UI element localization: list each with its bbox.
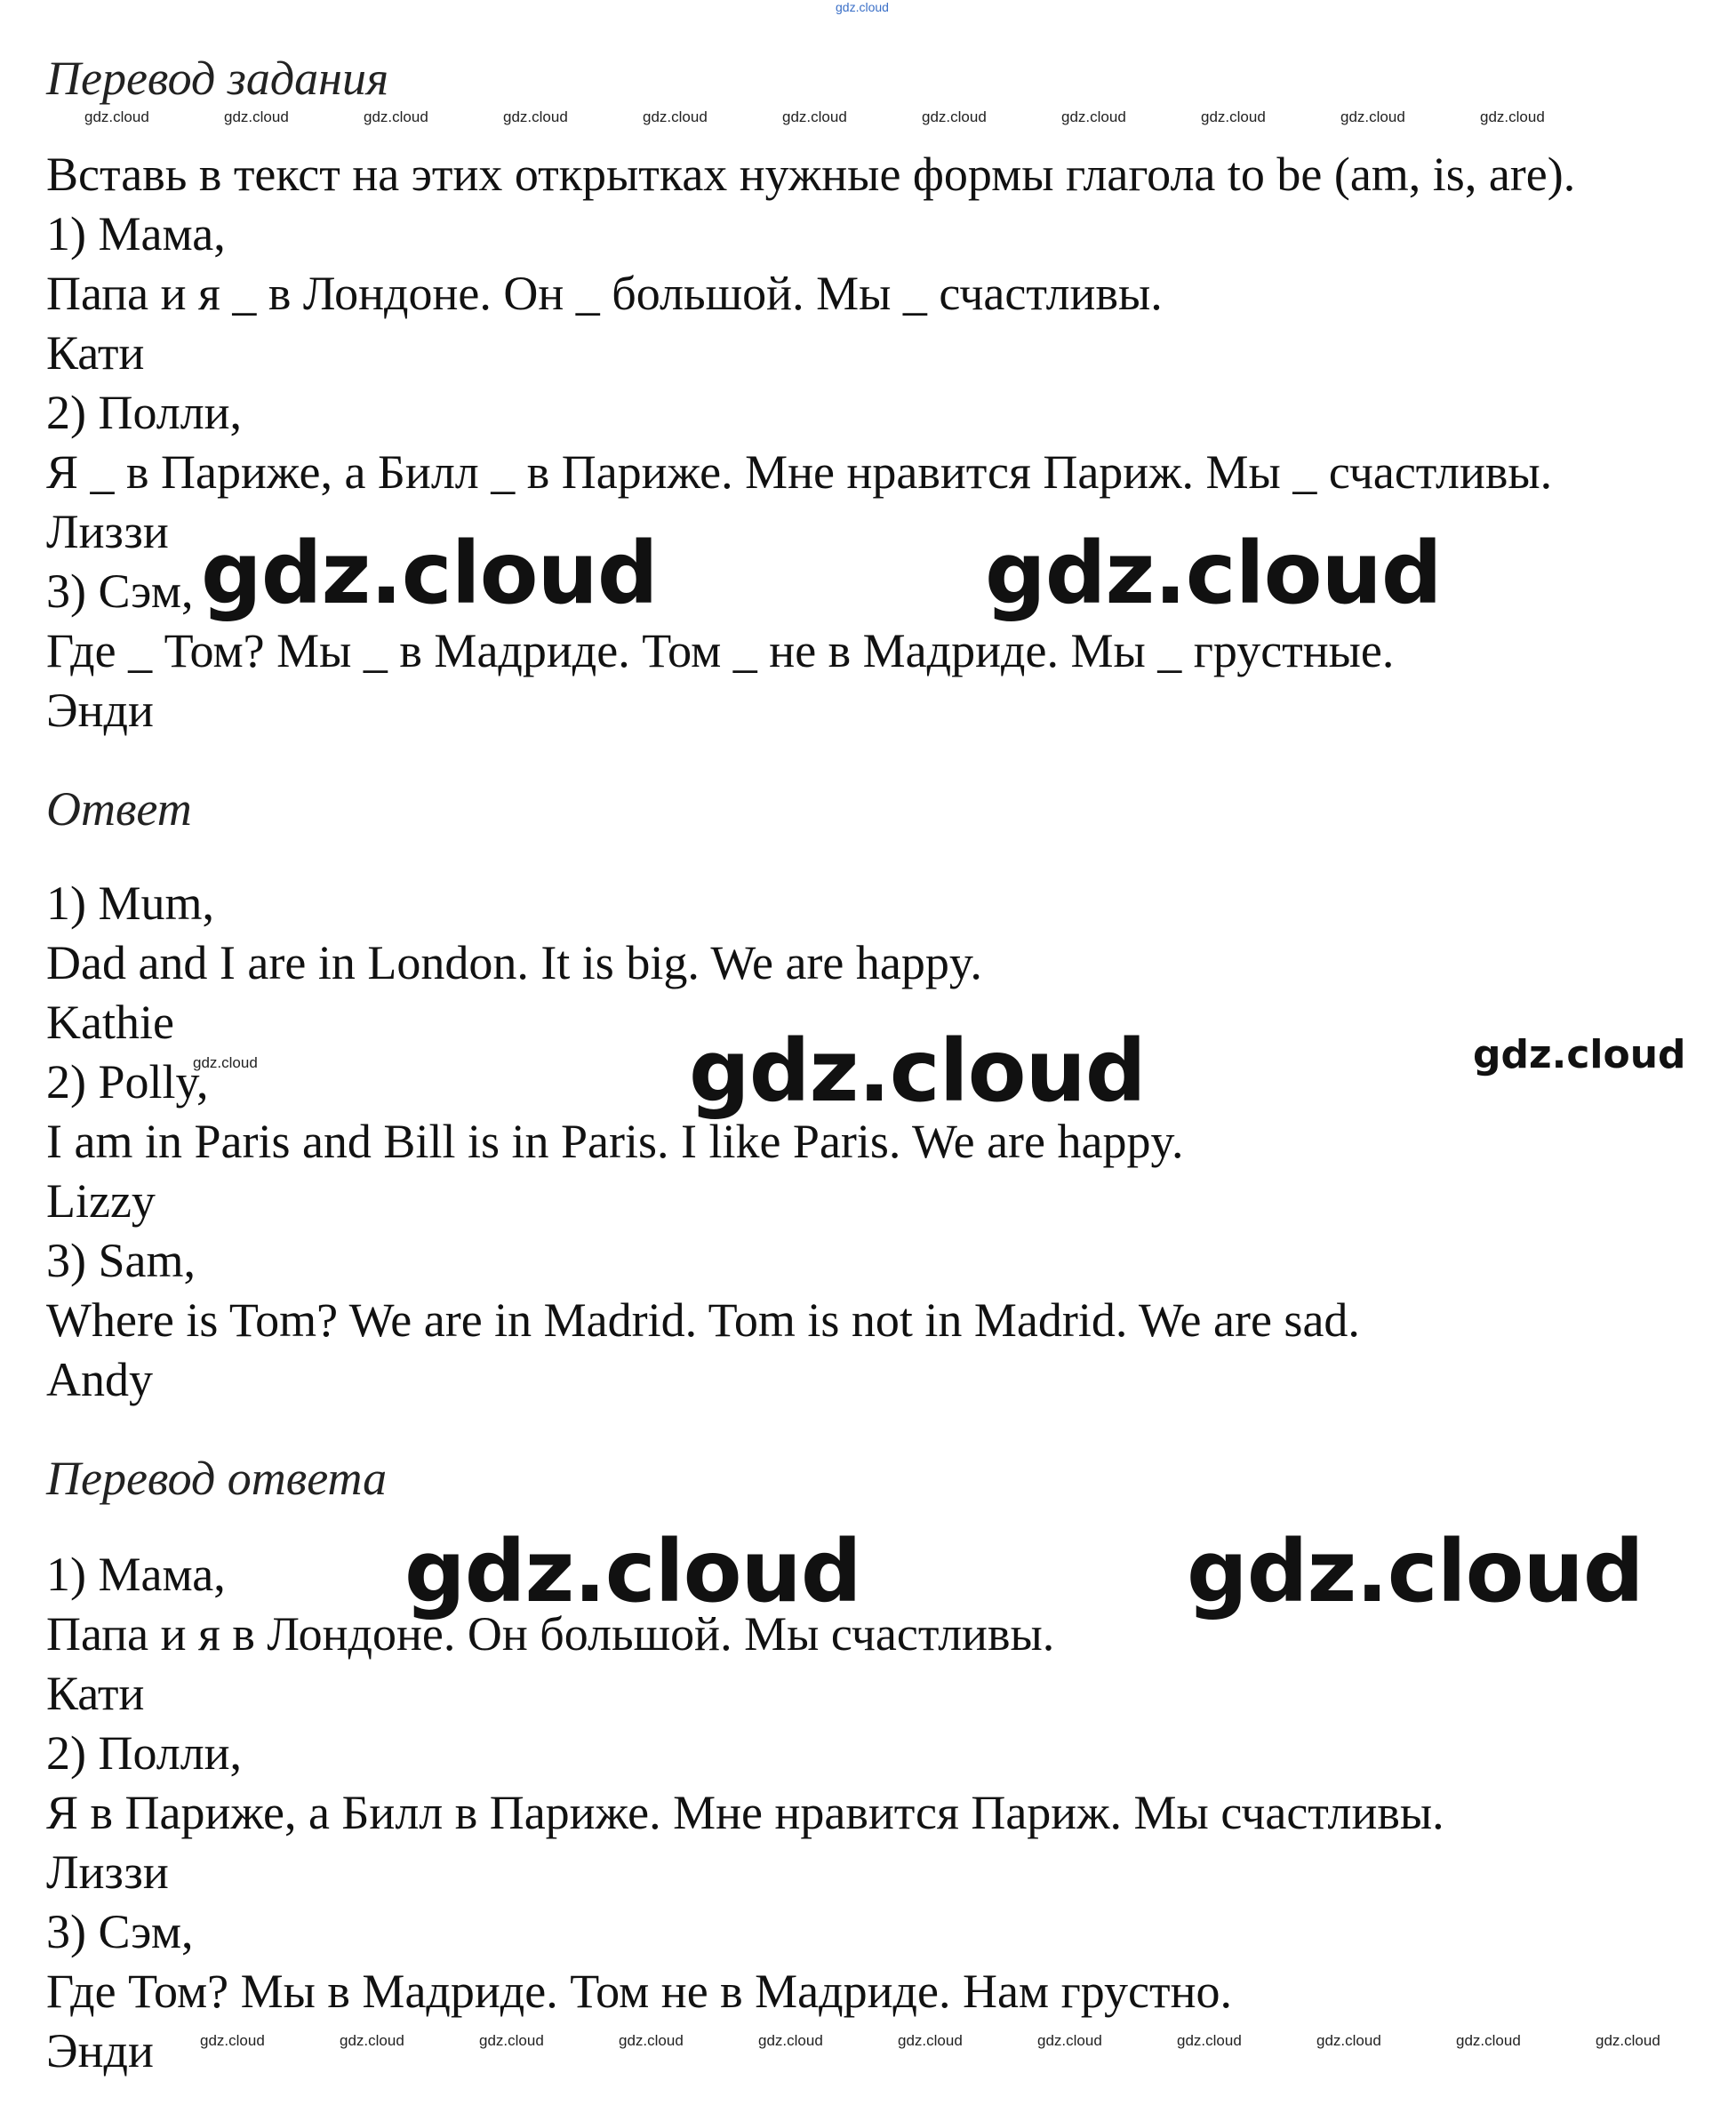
watermark-small: gdz.cloud <box>1480 108 1545 125</box>
watermark-large: gdz.cloud <box>689 1021 1146 1121</box>
answer-heading: Ответ <box>46 782 192 836</box>
task-heading: Перевод задания <box>46 52 389 105</box>
watermark-medium: gdz.cloud <box>1473 1032 1686 1077</box>
watermark-small: gdz.cloud <box>503 108 568 125</box>
watermark-small: gdz.cloud <box>1201 108 1266 125</box>
task-line: Лиззи <box>46 505 169 558</box>
translation-line: Кати <box>46 1667 145 1720</box>
watermark-small: gdz.cloud <box>1061 108 1126 125</box>
task-line: Где _ Том? Мы _ в Мадриде. Том _ не в Мадриде. Мы _ грустные. <box>46 624 1395 677</box>
task-line: Папа и я _ в Лондоне. Он _ большой. Мы _ счастливы. <box>46 267 1163 320</box>
translation-line: Где Том? Мы в Мадриде. Том не в Мадриде. Нам грустно. <box>46 1965 1232 2018</box>
watermark-small: gdz.cloud <box>340 2032 404 2049</box>
translation-line: Я в Париже, а Билл в Париже. Мне нравится Париж. Мы счастливы. <box>46 1786 1444 1839</box>
translation-line: 1) Мама, <box>46 1548 226 1601</box>
watermark-top: gdz.cloud <box>836 0 889 14</box>
watermark-small: gdz.cloud <box>1456 2032 1521 2049</box>
watermark-small: gdz.cloud <box>1596 2032 1660 2049</box>
watermark-small: gdz.cloud <box>84 108 149 125</box>
task-line: Энди <box>46 684 154 737</box>
translation-line: Энди <box>46 2024 154 2077</box>
watermark-small: gdz.cloud <box>200 2032 265 2049</box>
translation-heading: Перевод ответа <box>46 1452 388 1505</box>
watermark-small: gdz.cloud <box>758 2032 823 2049</box>
watermark-large: gdz.cloud <box>404 1522 861 1621</box>
task-line: 1) Мама, <box>46 207 226 260</box>
watermark-small: gdz.cloud <box>479 2032 544 2049</box>
answer-line: Kathie <box>46 996 174 1049</box>
watermark-small: gdz.cloud <box>782 108 847 125</box>
task-line: 3) Сэм, <box>46 564 194 618</box>
translation-line: Лиззи <box>46 1845 169 1899</box>
watermark-small: gdz.cloud <box>364 108 428 125</box>
watermark-small: gdz.cloud <box>1037 2032 1102 2049</box>
watermark-small: gdz.cloud <box>1177 2032 1242 2049</box>
watermark-small: gdz.cloud <box>643 108 708 125</box>
answer-line: I am in Paris and Bill is in Paris. I like Paris. We are happy. <box>46 1115 1184 1168</box>
watermark-small: gdz.cloud <box>224 108 289 125</box>
answer-line: Dad and I are in London. It is big. We are happy. <box>46 936 982 989</box>
answer-line: 1) Mum, <box>46 876 214 930</box>
answer-line: Andy <box>46 1353 153 1406</box>
task-line: 2) Полли, <box>46 386 243 439</box>
watermark-large: gdz.cloud <box>201 524 658 623</box>
translation-line: Папа и я в Лондоне. Он большой. Мы счастливы. <box>46 1607 1055 1661</box>
translation-line: 2) Полли, <box>46 1726 243 1780</box>
watermark-small: gdz.cloud <box>922 108 987 125</box>
task-line: Я _ в Париже, а Билл _ в Париже. Мне нравится Париж. Мы _ счастливы. <box>46 445 1553 499</box>
watermark-small: gdz.cloud <box>1340 108 1405 125</box>
translation-line: 3) Сэм, <box>46 1905 194 1958</box>
watermark-small: gdz.cloud <box>898 2032 963 2049</box>
watermark-large: gdz.cloud <box>985 524 1442 623</box>
answer-line: Lizzy <box>46 1174 156 1228</box>
watermark-small: gdz.cloud <box>1316 2032 1381 2049</box>
watermark-small: gdz.cloud <box>193 1054 258 1071</box>
task-line: Кати <box>46 326 145 380</box>
answer-line: 2) Polly, <box>46 1055 209 1109</box>
watermark-small: gdz.cloud <box>619 2032 684 2049</box>
answer-line: Where is Tom? We are in Madrid. Tom is not in Madrid. We are sad. <box>46 1293 1360 1347</box>
answer-line: 3) Sam, <box>46 1234 196 1287</box>
task-instruction: Вставь в текст на этих открытках нужные формы глагола to be (am, is, are). <box>46 148 1576 201</box>
watermark-large: gdz.cloud <box>1187 1522 1644 1621</box>
